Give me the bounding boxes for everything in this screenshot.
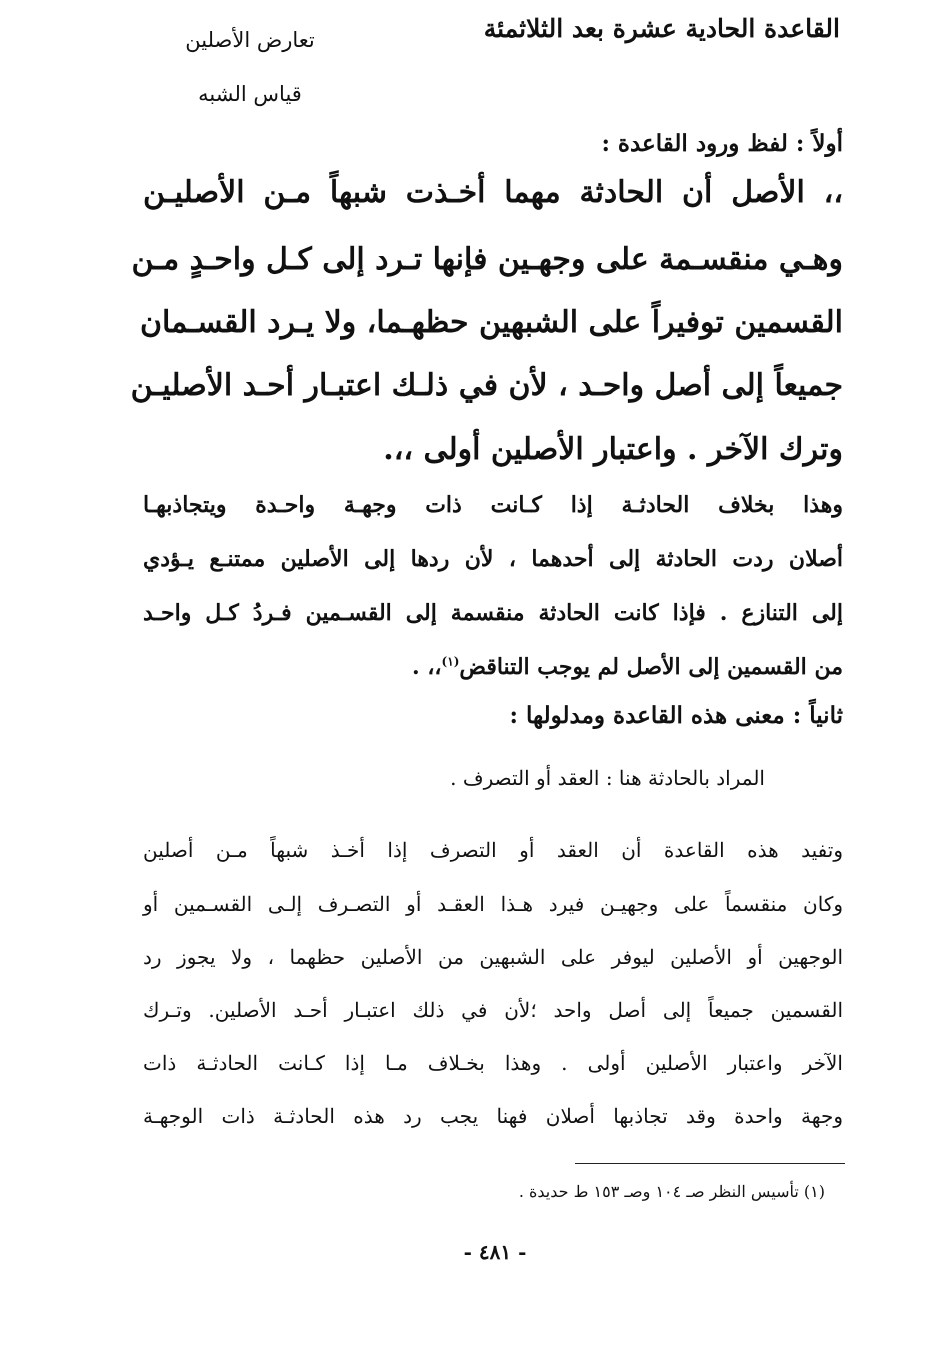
subtopic-label: قياس الشبه <box>198 82 302 106</box>
footnote: (١) تأسيس النظر صـ ١٠٤ وصـ ١٥٣ ط حديدة . <box>518 1182 825 1201</box>
continuation-line-4-end: ،، . <box>412 654 442 680</box>
continuation-line-4-text: من القسمين إلى الأصل لم يوجب التناقض <box>459 654 843 680</box>
quote-line-2: وهـي منقسـمة على وجهـين فإنها تـرد إلى كـل واحـدٍ مـن <box>131 242 843 277</box>
section-heading-2: ثانياً : معنى هذه القاعدة ومدلولها : <box>509 702 843 729</box>
meaning-line-3: الوجهين أو الأصلين ليوفر على الشبهين من الأصلين حظهما ، ولا يجوز رد <box>143 945 843 969</box>
footnote-divider <box>575 1163 845 1164</box>
quote-line-5: وترك الآخر . واعتبار الأصلين أولى ،،. <box>383 432 843 467</box>
definition-line: المراد بالحادثة هنا : العقد أو التصرف . <box>450 766 765 790</box>
continuation-line-3: إلى التنازع . فإذا كانت الحادثة منقسمة إلى القسـمين فـردُ كـل واحـد <box>143 600 843 626</box>
meaning-line-4: القسمين جميعاً إلى أصل واحد ؛لأن في ذلك اعتبـار أحـد الأصلين. وتـرك <box>143 998 844 1022</box>
topic-label: تعارض الأصلين <box>185 28 315 52</box>
quote-line-4: جميعاً إلى أصل واحـد ، لأن في ذلـك اعتبـار أحـد الأصليـن <box>130 368 843 403</box>
rule-title: القاعدة الحادية عشرة بعد الثلاثمئة <box>483 14 840 43</box>
meaning-line-5: الآخر واعتبار الأصلين أولى . وهذا بخـلاف مـا إذا كـانت الحادثـة ذات <box>143 1051 843 1075</box>
footnote-marker: (١) <box>441 654 460 669</box>
meaning-line-6: وجهة واحدة وقد تجاذبها أصلان فهنا يجب رد هذه الحادثـة ذات الوجهـة <box>143 1104 843 1128</box>
meaning-line-1: وتفيد هذه القاعدة أن العقد أو التصرف إذا أخـذ شبهاً مـن أصلين <box>143 838 843 862</box>
quote-line-3: القسمين توفيراً على الشبهين حظهـما، ولا يـرد القسـمان <box>139 305 843 340</box>
meaning-line-2: وكان منقسماً على وجهيـن فيرد هـذا العقـد أو التصـرف إلـى القسـمين أو <box>143 892 843 916</box>
page-number: - ٤٨١ - <box>463 1240 527 1264</box>
quote-line-1: ،، الأصل أن الحادثة مهما أخـذت شبهاً مـن الأصليـن <box>143 175 843 210</box>
continuation-line-1: وهذا بخلاف الحادثـة إذا كـانت ذات وجهـة واحـدة ويتجاذبهـا <box>143 492 843 518</box>
section-heading-1: أولاً : لفظ ورود القاعدة : <box>601 130 843 157</box>
continuation-line-2: أصلان ردت الحادثة إلى أحدهما ، لأن ردها إلى الأصلين ممتنـع يـؤدي <box>143 546 843 572</box>
continuation-line-4 <box>143 654 843 680</box>
